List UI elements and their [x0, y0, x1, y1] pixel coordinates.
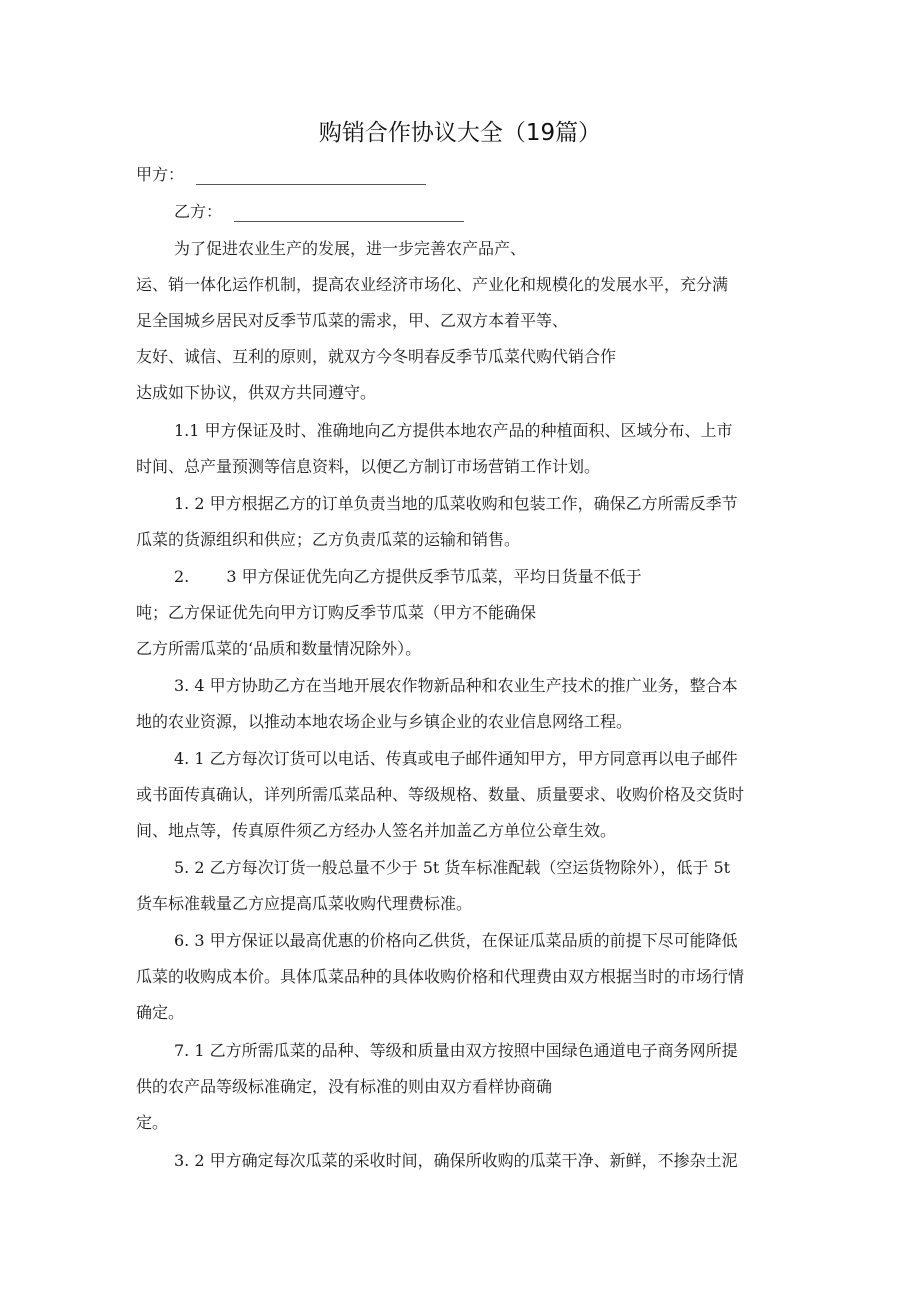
text-line: 达成如下协议，供双方共同遵守。: [136, 383, 377, 402]
text-line: 3. 2 甲方确定每次瓜菜的采收时间，确保所收购的瓜菜干净、新鲜，不掺杂土泥: [174, 1151, 738, 1170]
text-line: 7. 1 乙方所需瓜菜的品种、等级和质量由双方按照中国绿色通道电子商务网所提: [174, 1041, 738, 1060]
text-line: 瓜菜的收购成本价。具体瓜菜品种的具体收购价格和代理费由双方根据当时的市场行情: [136, 967, 745, 986]
text-line: 3. 4 甲方协助乙方在当地开展农作物新品种和农业生产技术的推广业务，整合本: [174, 676, 738, 695]
text-line: 时间、总产量预测等信息资料，以便乙方制订市场营销工作计划。: [136, 457, 601, 476]
text-line: 或书面传真确认，详列所需瓜菜品种、等级规格、数量、质量要求、收购价格及交货时: [136, 785, 745, 804]
text-line: 货车标准载量乙方应提高瓜菜收购代理费标准。: [136, 894, 473, 913]
text-line: 4. 1 乙方每次订货可以电话、传真或电子邮件通知甲方，甲方同意再以电子邮件: [174, 749, 738, 768]
text-line: 6. 3 甲方保证以最高优惠的价格向乙供货，在保证瓜菜品质的前提下尽可能降低: [174, 931, 738, 950]
party-b-label: 乙方：: [174, 202, 223, 221]
document-title: 购销合作协议大全（19篇）: [318, 120, 602, 146]
text-line: 为了促进农业生产的发展，进一步完善农产品产、: [174, 239, 527, 258]
text-line: 运、销一体化运作机制，提高农业经济市场化、产业化和规模化的发展水平，充分满: [136, 275, 729, 294]
party-a-label: 甲方：: [136, 165, 185, 184]
text-line: 定。: [136, 1113, 169, 1132]
party-b-line: [174, 202, 464, 222]
text-line: 足全国城乡居民对反季节瓜菜的需求，甲、乙双方本着平等、: [136, 311, 569, 330]
party-a-line: [136, 165, 426, 185]
text-line: 地的农业资源，以推动本地农场企业与乡镇企业的农业信息网络工程。: [136, 712, 633, 731]
text-line: 2. 3 甲方保证优先向乙方提供反季节瓜菜，平均日货量不低于: [174, 567, 642, 586]
text-line: 瓜菜的货源组织和供应；乙方负责瓜菜的运输和销售。: [136, 530, 521, 549]
text-line: 5. 2 乙方每次订货一般总量不少于 5t 货车标准配载（空运货物除外），低于 5t: [174, 858, 731, 877]
text-line: 乙方所需瓜菜的‘品质和数量情况除外）。: [136, 639, 422, 658]
text-line: 供的农产品等级标准确定，没有标准的则由双方看样协商确: [136, 1077, 553, 1096]
text-line: 1.1 甲方保证及时、准确地向乙方提供本地农产品的种植面积、区域分布、上市: [174, 421, 733, 440]
text-line: 间、地点等，传真原件须乙方经办人签名并加盖乙方单位公章生效。: [136, 821, 617, 840]
party-b-blank: [234, 211, 464, 222]
text-line: 确定。: [136, 1003, 185, 1022]
text-line: 1. 2 甲方根据乙方的订单负责当地的瓜菜收购和包装工作，确保乙方所需反季节: [174, 494, 738, 513]
party-a-blank: [196, 174, 426, 185]
text-line: 吨；乙方保证优先向甲方订购反季节瓜菜（甲方不能确保: [136, 603, 537, 622]
text-line: 友好、诚信、互利的原则，就双方今冬明春反季节瓜菜代购代销合作: [136, 347, 617, 366]
